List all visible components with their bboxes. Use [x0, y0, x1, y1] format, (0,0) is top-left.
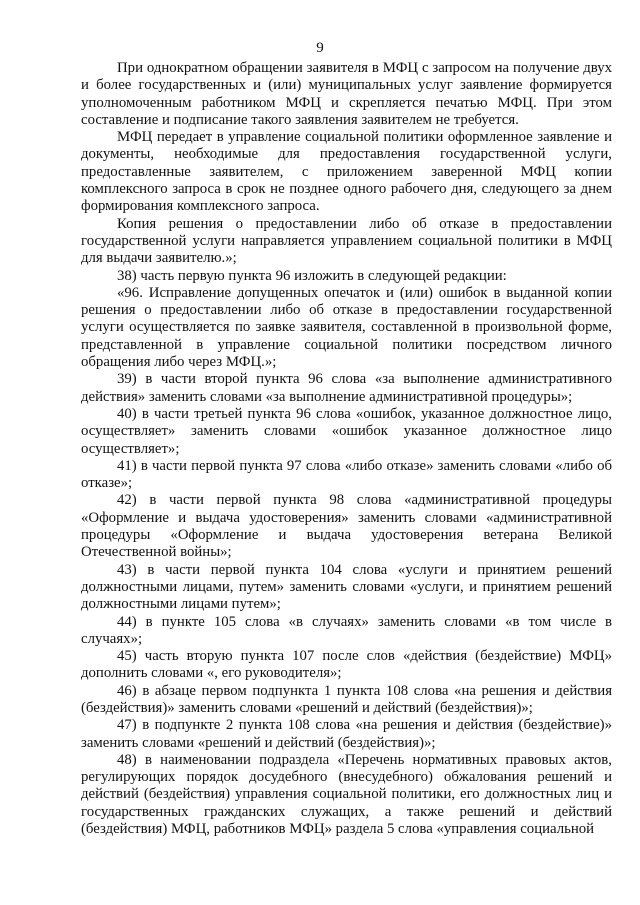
paragraph-decision-copy: Копия решения о предоставлении либо об отказе в предоставлении государственной услуги направляется управлением социальной политики в МФЦ для выдачи заявителю.»; — [81, 215, 612, 267]
paragraph-item-41: 41) в части первой пункта 97 слова «либо отказе» заменить словами «либо об отказе»; — [81, 457, 612, 492]
paragraph-item-44: 44) в пункте 105 слова «в случаях» заменить словами «в том числе в случаях»; — [81, 613, 612, 647]
document-body — [81, 60, 612, 838]
paragraph-mfc-transfer: МФЦ передает в управление социальной политики оформленное заявление и документы, необходимые для предоставления государственной услуги, предоставленные заявителем, с приложением заверенной МФЦ копии комплексного запроса в срок не позднее одного рабочего дня, следующего за днем формирования комплексного запроса. — [81, 129, 612, 215]
paragraph-item-39: 39) в части второй пункта 96 слова «за выполнение административного действия» заменить словами «за выполнение административной процедуры»; — [81, 371, 612, 405]
paragraph-item-48: 48) в наименовании подраздела «Перечень нормативных правовых актов, регулирующих порядок досудебного (внесудебного) обжалования решений и действий (бездействия) управления социальной политики, его должностных лиц и государственных гражданских служащих, а также решений и действий (бездействия) МФЦ, работников МФЦ» раздела 5 слова «управления социальной — [81, 751, 612, 838]
paragraph-item-96-text: «96. Исправление допущенных опечаток и (или) ошибок в выданной копии решения о предоставлении либо об отказе в предоставлении государственной услуги осуществляется по заявке заявителя, составленной в произвольной форме, представленной в управление социальной политики посредством личного обращения либо через МФЦ.»; — [81, 284, 612, 371]
paragraph-item-47: 47) в подпункте 2 пункта 108 слова «на решения и действия (бездействие)» заменить словами «решений и действий (бездействия)»; — [81, 717, 612, 751]
paragraph-item-42: 42) в части первой пункта 98 слова «административной процедуры «Оформление и выдача удостоверения» заменить словами «административной процедуры «Оформление и выдача удостоверения ветерана Великой Отечественной войны»; — [81, 492, 612, 561]
paragraph-item-40: 40) в части третьей пункта 96 слова «ошибок, указанное должностное лицо, осуществляет» заменить словами «ошибок указанное должностное лицо осуществляет»; — [81, 405, 612, 457]
paragraph-complex-request-form: При однократном обращении заявителя в МФЦ с запросом на получение двух и более государственных и (или) муниципальных услуг заявление формируется уполномоченным работником МФЦ и скрепляется печатью МФЦ. При этом составление и подписание такого заявления заявителем не требуется. — [81, 60, 612, 128]
paragraph-item-46: 46) в абзаце первом подпункта 1 пункта 108 слова «на решения и действия (бездействия)» заменить словами «решений и действий (бездействия)»; — [81, 682, 612, 716]
paragraph-item-45: 45) часть вторую пункта 107 после слов «действия (бездействие) МФЦ» дополнить словами «, его руководителя»; — [81, 648, 612, 682]
paragraph-item-38: 38) часть первую пункта 96 изложить в следующей редакции: — [117, 267, 507, 284]
page-number: 9 — [316, 40, 324, 56]
paragraph-item-43: 43) в части первой пункта 104 слова «услуги и принятием решений должностными лицами, путем» заменить словами «услуги, и принятием решений должностными лицами путем»; — [81, 561, 612, 613]
